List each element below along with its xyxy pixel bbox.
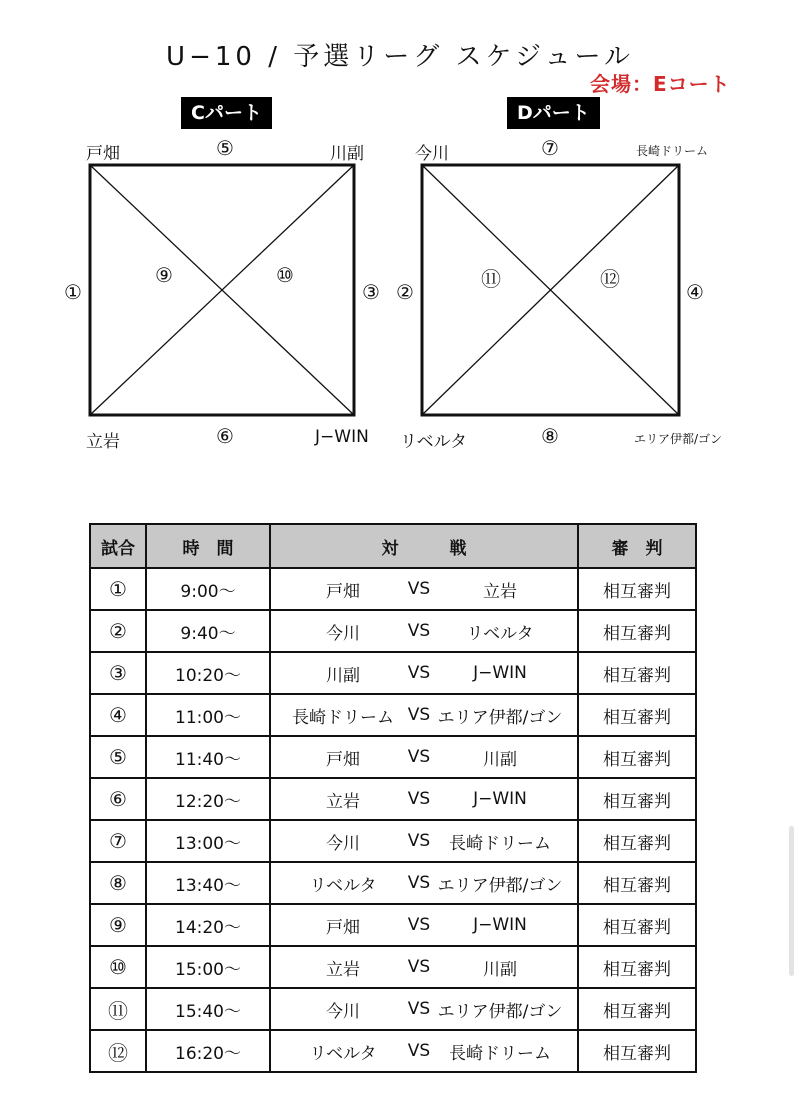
match-time: 12:20〜 (146, 778, 270, 820)
referee-cell: 相互審判 (578, 988, 696, 1030)
away-team: リベルタ (466, 623, 534, 644)
match-time: 9:00〜 (146, 568, 270, 610)
match-number: ⑫ (90, 1030, 146, 1072)
referee-cell: 相互審判 (578, 736, 696, 778)
referee-cell: 相互審判 (578, 568, 696, 610)
venue-label: 会場：Eコート (590, 72, 731, 96)
match-time: 9:40〜 (146, 610, 270, 652)
scrollbar[interactable] (789, 826, 794, 976)
matchup-cell (270, 946, 578, 988)
vs-label: VS (407, 873, 431, 893)
home-team: 今川 (326, 623, 360, 644)
home-team: 立岩 (326, 959, 360, 980)
part-d-diagonal-right: ⑫ (600, 267, 620, 291)
matchup-cell (270, 1030, 578, 1072)
part-c-diagonal-right: ⑩ (276, 263, 294, 287)
referee-cell: 相互審判 (578, 820, 696, 862)
away-team: J−WIN (473, 789, 527, 809)
matchup-cell (270, 736, 578, 778)
referee-cell: 相互審判 (578, 1030, 696, 1072)
home-team: 戸畑 (326, 917, 360, 938)
away-team: エリア伊都/ゴン (437, 707, 563, 728)
part-c-edge-right: ③ (362, 280, 380, 304)
away-team: J−WIN (473, 663, 527, 683)
match-number: ④ (90, 694, 146, 736)
part-d-label: Dパート (507, 97, 600, 129)
matchup-cell (270, 820, 578, 862)
referee-cell: 相互審判 (578, 652, 696, 694)
part-c-team-top-left: 戸畑 (86, 144, 120, 164)
match-number: ⑥ (90, 778, 146, 820)
referee-cell: 相互審判 (578, 862, 696, 904)
away-team: 川副 (483, 959, 517, 980)
match-number: ⑨ (90, 904, 146, 946)
part-c-diagonal-left: ⑨ (155, 263, 173, 287)
away-team: 長崎ドリーム (449, 1043, 551, 1064)
home-team: 今川 (326, 833, 360, 854)
away-team: エリア伊都/ゴン (437, 1001, 563, 1022)
match-number: ② (90, 610, 146, 652)
matchup-cell (270, 904, 578, 946)
matchup-cell (270, 778, 578, 820)
referee-cell: 相互審判 (578, 946, 696, 988)
table-row (90, 736, 696, 778)
match-time: 16:20〜 (146, 1030, 270, 1072)
matchup-cell (270, 862, 578, 904)
match-time: 15:00〜 (146, 946, 270, 988)
home-team: 川副 (326, 665, 360, 686)
table-row (90, 568, 696, 610)
home-team: 戸畑 (326, 749, 360, 770)
home-team: 立岩 (326, 791, 360, 812)
referee-cell: 相互審判 (578, 694, 696, 736)
match-time: 11:40〜 (146, 736, 270, 778)
matchup-cell (270, 988, 578, 1030)
away-team: 長崎ドリーム (449, 833, 551, 854)
header-matchup: 対 戦 (270, 524, 578, 568)
table-row (90, 778, 696, 820)
vs-label: VS (407, 831, 431, 851)
part-c-team-top-right: 川副 (330, 144, 364, 164)
table-row (90, 946, 696, 988)
vs-label: VS (407, 789, 431, 809)
part-c-label: Cパート (181, 97, 272, 129)
schedule-header-row (90, 524, 696, 568)
part-d-edge-bottom: ⑧ (541, 424, 559, 448)
part-d-edge-left: ② (396, 280, 414, 304)
match-number: ⑪ (90, 988, 146, 1030)
part-d-edge-right: ④ (686, 280, 704, 304)
schedule-table (89, 523, 697, 1073)
part-d-team-bottom-right: エリア伊都/ゴン (634, 432, 723, 446)
home-team: 今川 (326, 1001, 360, 1022)
part-d-diagonal-left: ⑪ (481, 267, 501, 291)
referee-cell: 相互審判 (578, 778, 696, 820)
header-match: 試合 (90, 524, 146, 568)
header-time: 時 間 (146, 524, 270, 568)
part-c-edge-left: ① (64, 280, 82, 304)
table-row (90, 988, 696, 1030)
part-c-team-bottom-right: J−WIN (315, 427, 369, 447)
match-number: ⑩ (90, 946, 146, 988)
home-team: 戸畑 (326, 581, 360, 602)
away-team: J−WIN (473, 915, 527, 935)
matchup-cell (270, 568, 578, 610)
part-c-edge-top: ⑤ (216, 136, 234, 160)
table-row (90, 1030, 696, 1072)
part-c-square (90, 165, 354, 415)
match-number: ⑦ (90, 820, 146, 862)
part-d-team-top-left: 今川 (415, 144, 449, 164)
part-d-team-bottom-left: リベルタ (400, 432, 467, 452)
part-d-edge-top: ⑦ (541, 136, 559, 160)
vs-label: VS (407, 621, 431, 641)
match-time: 11:00〜 (146, 694, 270, 736)
header-referee: 審 判 (578, 524, 696, 568)
matchup-cell (270, 610, 578, 652)
part-c-team-bottom-left: 立岩 (86, 432, 120, 452)
part-d-team-top-right: 長崎ドリーム (636, 144, 709, 158)
vs-label: VS (407, 957, 431, 977)
referee-cell: 相互審判 (578, 610, 696, 652)
home-team: 長崎ドリーム (292, 707, 394, 728)
match-number: ⑧ (90, 862, 146, 904)
table-row (90, 694, 696, 736)
vs-label: VS (407, 747, 431, 767)
match-number: ① (90, 568, 146, 610)
part-c-edge-bottom: ⑥ (216, 424, 234, 448)
vs-label: VS (407, 705, 431, 725)
matchup-cell (270, 694, 578, 736)
vs-label: VS (407, 579, 431, 599)
match-time: 10:20〜 (146, 652, 270, 694)
vs-label: VS (407, 1041, 431, 1061)
away-team: 川副 (483, 749, 517, 770)
match-time: 13:00〜 (146, 820, 270, 862)
match-time: 13:40〜 (146, 862, 270, 904)
table-row (90, 862, 696, 904)
vs-label: VS (407, 663, 431, 683)
away-team: エリア伊都/ゴン (437, 875, 563, 896)
vs-label: VS (407, 915, 431, 935)
referee-cell: 相互審判 (578, 904, 696, 946)
match-time: 14:20〜 (146, 904, 270, 946)
away-team: 立岩 (483, 581, 517, 602)
match-time: 15:40〜 (146, 988, 270, 1030)
vs-label: VS (407, 999, 431, 1019)
page-title: U−10 / 予選リーグ スケジュール (166, 42, 634, 72)
table-row (90, 652, 696, 694)
table-row (90, 820, 696, 862)
matchup-cell (270, 652, 578, 694)
league-diagrams (0, 0, 800, 480)
part-d-square (422, 165, 679, 415)
match-number: ③ (90, 652, 146, 694)
table-row (90, 610, 696, 652)
table-row (90, 904, 696, 946)
home-team: リベルタ (309, 875, 377, 896)
match-number: ⑤ (90, 736, 146, 778)
home-team: リベルタ (309, 1043, 377, 1064)
